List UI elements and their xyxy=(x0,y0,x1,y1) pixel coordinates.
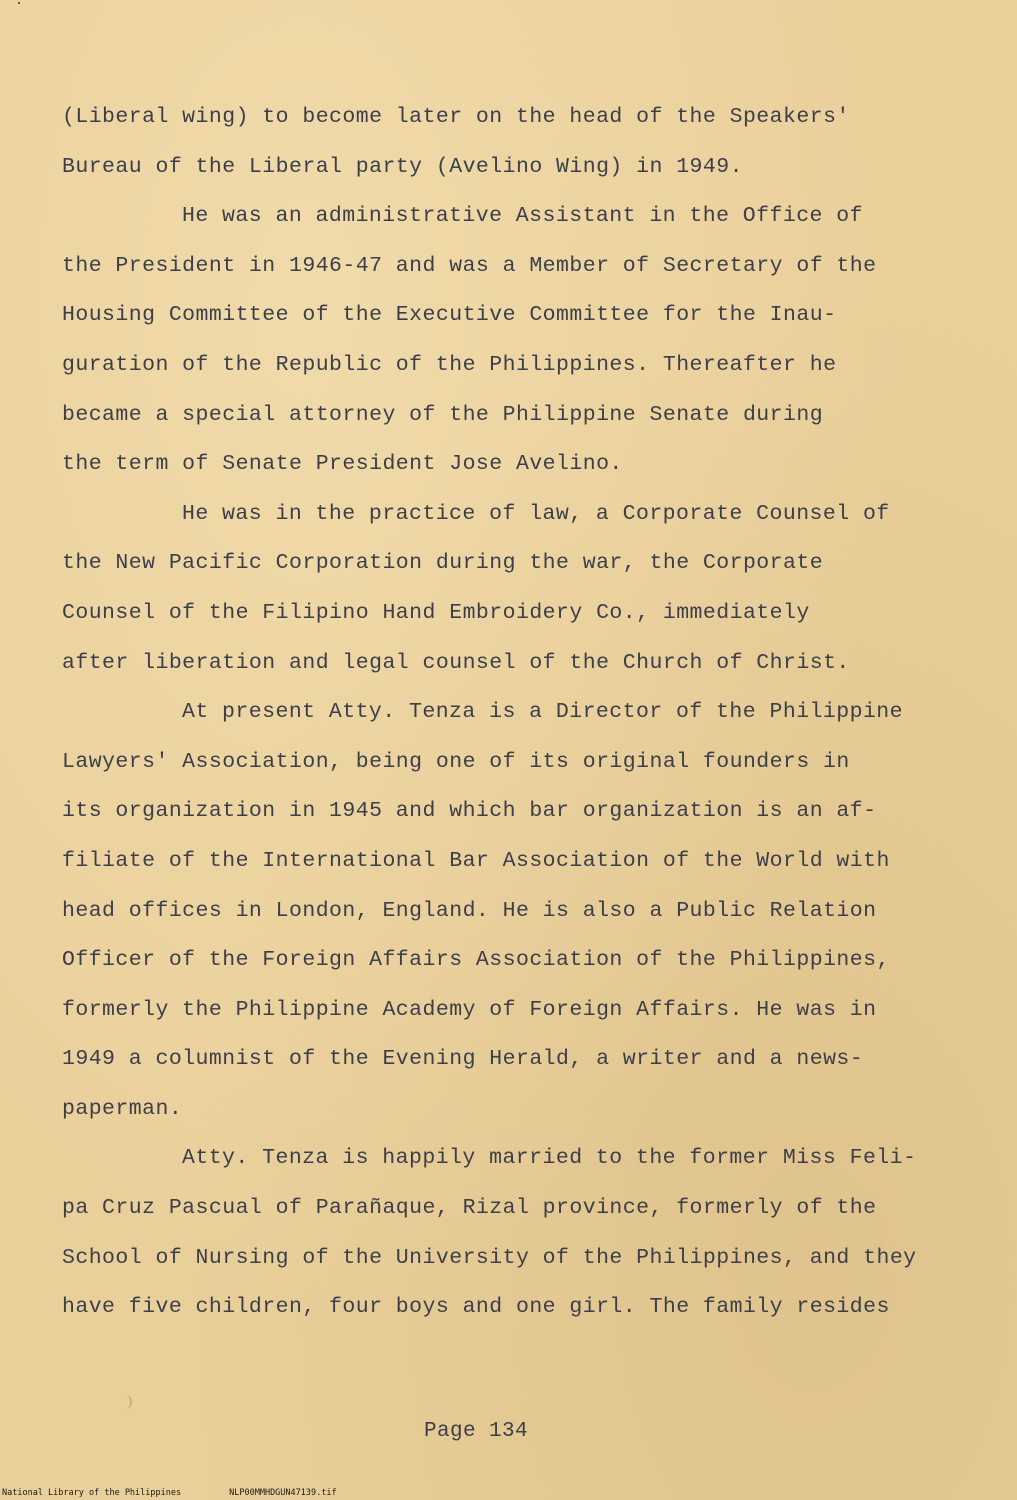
text-line: the New Pacific Corporation during the war, the Corporate xyxy=(62,551,824,576)
text-line: after liberation and legal counsel of the Church of Christ. xyxy=(62,650,850,675)
text-line: became a special attorney of the Philippine Senate during xyxy=(62,402,824,427)
paragraph-start-line: He was an administrative Assistant in the Office of xyxy=(182,204,863,229)
text-line: 1949 a columnist of the Evening Herald, a writer and a news- xyxy=(62,1047,864,1072)
text-line: paperman. xyxy=(62,1096,183,1121)
text-line: (Liberal wing) to become later on the head of the Speakers' xyxy=(62,105,850,129)
text-line: guration of the Republic of the Philippines. Thereafter he xyxy=(62,352,837,377)
page-number: Page 134 xyxy=(424,1420,529,1443)
text-line: have five children, four boys and one girl. The family resides xyxy=(62,1295,890,1320)
text-line: Officer of the Foreign Affairs Association of the Philippines, xyxy=(62,948,890,973)
archive-file-id: NLP00MMHDGUN47139.tif xyxy=(229,1488,337,1498)
text-line: filiate of the International Bar Association of the World with xyxy=(62,848,890,873)
archive-footer xyxy=(2,1488,385,1498)
typed-text-body xyxy=(62,93,1002,1333)
text-line: School of Nursing of the University of the Philippines, and they xyxy=(62,1245,917,1270)
text-line: the term of Senate President Jose Avelino. xyxy=(62,452,623,477)
text-line: Lawyers' Association, being one of its original founders in xyxy=(62,749,850,774)
archive-institution: National Library of the Philippines xyxy=(2,1488,182,1498)
text-line: Counsel of the Filipino Hand Embroidery Co., immediately xyxy=(62,600,810,625)
text-line: formerly the Philippine Academy of Foreign Affairs. He was in xyxy=(62,997,877,1022)
text-line: head offices in London, England. He is also a Public Relation xyxy=(62,898,877,923)
text-line: Housing Committee of the Executive Committee for the Inau- xyxy=(62,303,837,328)
paragraph-start-line: At present Atty. Tenza is a Director of the Philippine xyxy=(182,700,904,725)
text-line: Bureau of the Liberal party (Avelino Wing) in 1949. xyxy=(62,154,743,179)
corner-speck xyxy=(18,2,20,4)
paragraph-start-line: He was in the practice of law, a Corporate Counsel of xyxy=(182,501,890,526)
ink-smudge xyxy=(120,1395,132,1409)
paragraph-start-line: Atty. Tenza is happily married to the former Miss Feli- xyxy=(182,1146,917,1171)
text-line: its organization in 1945 and which bar organization is an af- xyxy=(62,799,877,824)
text-line: the President in 1946-47 and was a Member of Secretary of the xyxy=(62,253,877,278)
text-line: pa Cruz Pascual of Parañaque, Rizal province, formerly of the xyxy=(62,1196,877,1221)
